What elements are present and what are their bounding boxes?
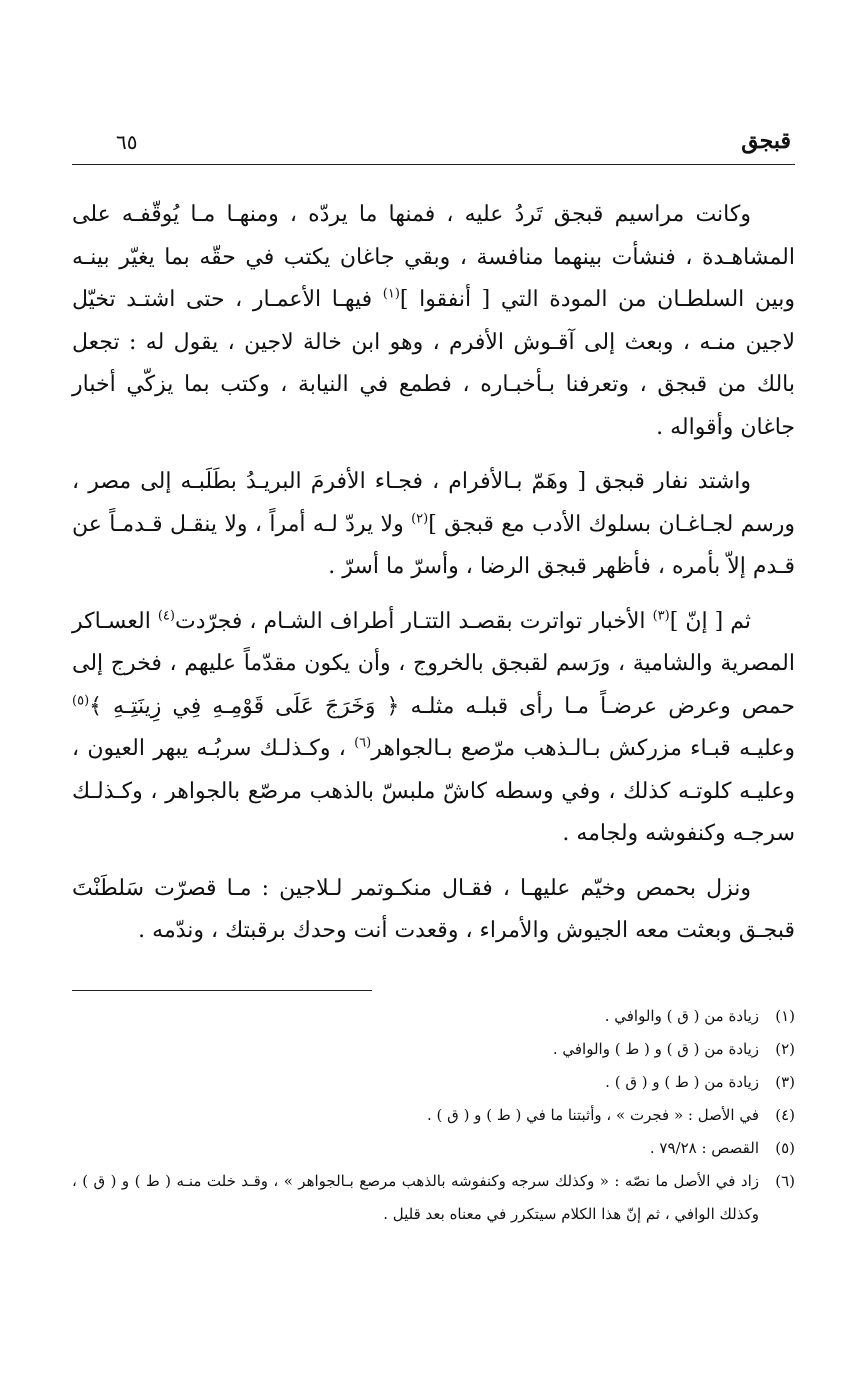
footnote-text: زيادة من ( ق ) والوافي .	[604, 1007, 759, 1025]
footnote	[72, 1033, 795, 1066]
paragraph-text: وكانت مراسيم قبجق تَردُ عليه ، فمنها ما يردّه ، ومنهـا مـا يُوقّفـه على المشاهـدة ، فنشأت بينهما منافسة ، وبقي جاغان يكتب في حقّه بما يغيّر بينـه وبين السلطـان من المودة التي [ أنفقوا ]	[72, 202, 795, 312]
paragraph-text: وعليـه قبـاء مزركش بـالـذهب مرّصع بـالجواهر	[371, 736, 795, 761]
page-number: ٦٥	[116, 130, 138, 154]
footnote-number: (١)	[775, 1007, 795, 1025]
paragraph	[72, 601, 795, 856]
chapter-title: قبجق	[741, 128, 791, 154]
footnote-marker: (٢)	[411, 511, 429, 527]
footnote-text: زيادة من ( ق ) و ( ط ) والوافي .	[552, 1040, 759, 1058]
footnote-text: زيادة من ( ط ) و ( ق ) .	[605, 1073, 759, 1091]
footnote-number: (٤)	[775, 1106, 795, 1124]
footnote-marker: (٣)	[652, 608, 670, 624]
footnote	[72, 1132, 795, 1165]
paragraph-text: فيهـا الأعمـار ، حتى اشتـد تخيّل لاجين منـه ، وبعث إلى آقـوش الأفرم ، وهو ابن خالة لاجين ، يقول له : تجعل بالك من قبجق ، وتعرفنا بـأخبـاره ، فطمع في النيابة ، وكتب بما يزكّي أخبار جاغان وأقواله .	[72, 287, 795, 440]
footnote-number: (٦)	[775, 1172, 795, 1190]
paragraph-text: العسـاكر المصرية والشامية ، ورَسم لقبجق بالخروج ، وأن يكون مقدّماً عليهم ، فخرج إلى حمص وعرض عرضـاً مـا رأى قبلـه مثلـه ﴿ وَخَرَجَ عَلَى قَوْمِـهِ فِي زِينَتِـهِ ﴾	[72, 608, 795, 719]
main-text	[72, 194, 795, 965]
footnote-text: في الأصل : « فجرت » ، وأثبتنا ما في ( ط ) و ( ق ) .	[427, 1106, 759, 1124]
paragraph-text: ثم [ إنّ ]	[669, 608, 751, 634]
paragraph-text: ولا يردّ لـه أمراً ، ولا ينقـل قـدمـاً عن قـدم إلاّ بأمره ، فأظهر قبجق الرضا ، وأسرّ ما أسرّ .	[72, 511, 795, 579]
footnote-marker: (١)	[382, 286, 400, 302]
footnote-marker: (٦)	[354, 735, 372, 751]
footnote	[72, 1165, 795, 1231]
paragraph-text: الأخبار تواترت بقصـد التتـار أطراف الشـام ، فجرّدت	[174, 608, 653, 634]
footnote	[72, 1099, 795, 1132]
footnote-number: (٣)	[775, 1073, 795, 1091]
paragraph-text: ونزل بحمص وخيّم عليهـا ، فقـال منكـوتمر لـلاجين : مـا قصرّت سَلطَنْتَ قبجـق وبعثت معه الجيوش والأمراء ، وقعدت أنت وحدك برقبتك ، وندّمه .	[72, 875, 795, 943]
paragraph	[72, 194, 795, 449]
footnote-marker: (٥)	[72, 693, 90, 709]
footnote-text: زاد في الأصل ما نصّه : « وكذلك سرجه وكنفوشه بالذهب مرصع بـالجواهر » ، وقـد خلت منـه ( ط ) و ( ق ) ، وكذلك الوافي ، ثم إنّ هذا الكلام سيتكرر في معناه بعد قليل .	[72, 1172, 759, 1223]
footnote-marker: (٤)	[157, 608, 175, 624]
book-page	[72, 0, 795, 1384]
paragraph-text: ، وكـذلـك سربُـه يبهر العيون ، وعليـه كلوتـه كذلك ، وفي وسطه كاشّ ملبسّ بالذهب مرصّع بالجواهر ، وكـذلـك سرجـه وكنفوشه ولجامه .	[72, 736, 795, 846]
footnote-text: القصص : ٧٩/٢٨ .	[649, 1139, 759, 1157]
running-header	[72, 128, 795, 165]
paragraph	[72, 461, 795, 589]
footnote	[72, 1066, 795, 1099]
paragraph	[72, 868, 795, 953]
footnotes	[72, 1000, 795, 1231]
footnote	[72, 1000, 795, 1033]
footnote-divider	[72, 990, 372, 991]
footnote-number: (٢)	[775, 1040, 795, 1058]
paragraph-text: واشتد نفار قبجق [ وهَمّ بـالأفرام ، فجـاء الأفرمَ البريـدُ بطَلَبـه إلى مصر ، ورسم لجـاغـان بسلوك الأدب مع قبجق ]	[72, 469, 795, 537]
footnote-number: (٥)	[775, 1139, 795, 1157]
